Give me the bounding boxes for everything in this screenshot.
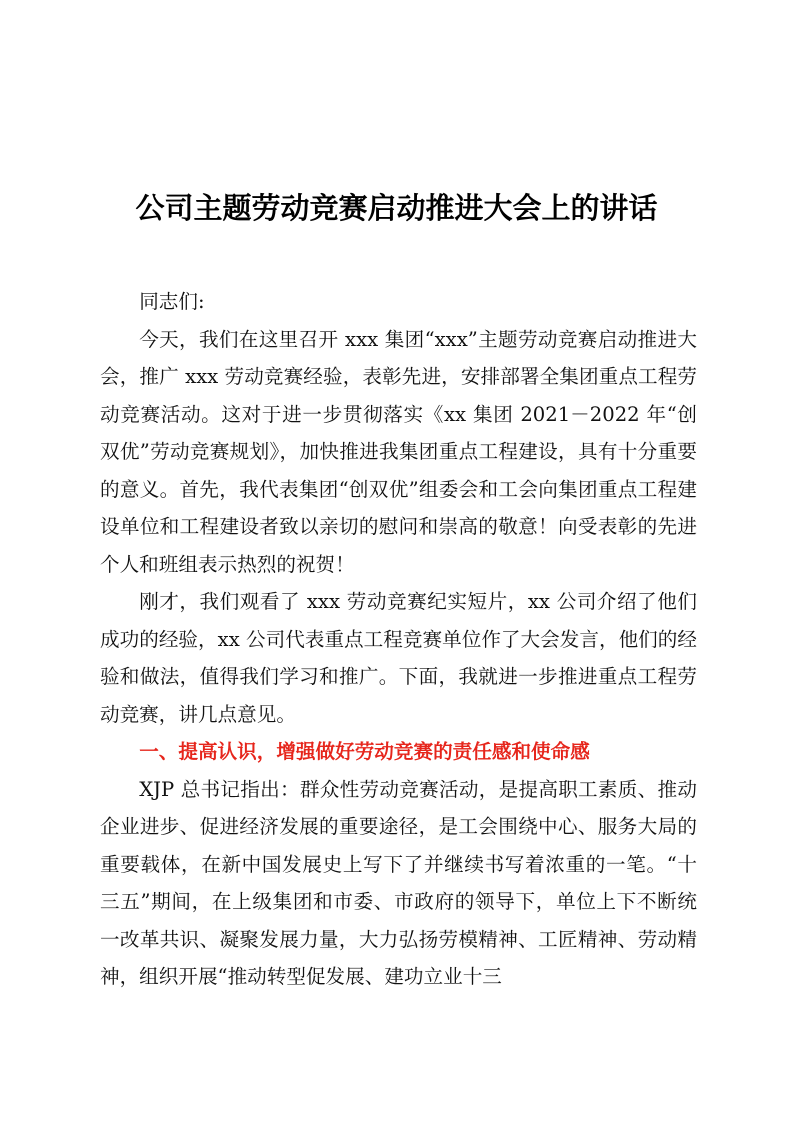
salutation: 同志们: — [139, 290, 205, 313]
document-body — [100, 283, 697, 996]
section-heading: 一、提高认识，增强做好劳动竞赛的责任感和使命感 — [139, 740, 590, 763]
paragraph-opening: 今天，我们在这里召开 xxx 集团“xxx”主题劳动竞赛启动推进大会，推广 xxx 劳动竞赛经验，表彰先进，安排部署全集团重点工程劳动竞赛活动。这对于进一步贯彻落实《xx 集团 2021－2022 年“创双优”劳动竞赛规划》，加快推进我集团重点工程建设，具有十分重要的意义。首先，我代表集团“创双优”组委会和工会向集团重点工程建设单位和工程建设者致以亲切的慰问和崇高的敬意！向受表彰的先进个人和班组表示热烈的祝贺！ — [100, 327, 697, 576]
paragraph-section-one: XJP 总书记指出：群众性劳动竞赛活动，是提高职工素质、推动企业进步、促进经济发展的重要途径，是工会围绕中心、服务大局的重要载体，在新中国发展史上写下了并继续书写着浓重的一笔。“十三五”期间，在上级集团和市委、市政府的领导下，单位上下不断统一改革共识、凝聚发展力量，大力弘扬劳模精神、工匠精神、劳动精神，组织开展“推动转型促发展、建功立业十三 — [100, 777, 697, 988]
document-title: 公司主题劳动竞赛启动推进大会上的讲话 — [135, 191, 658, 225]
paragraph-review: 刚才，我们观看了 xxx 劳动竞赛纪实短片，xx 公司介绍了他们成功的经验，xx 公司代表重点工程竞赛单位作了大会发言，他们的经验和做法，值得我们学习和推广。下面，我就进一步推进重点工程劳动竞赛，讲几点意见。 — [100, 590, 697, 726]
